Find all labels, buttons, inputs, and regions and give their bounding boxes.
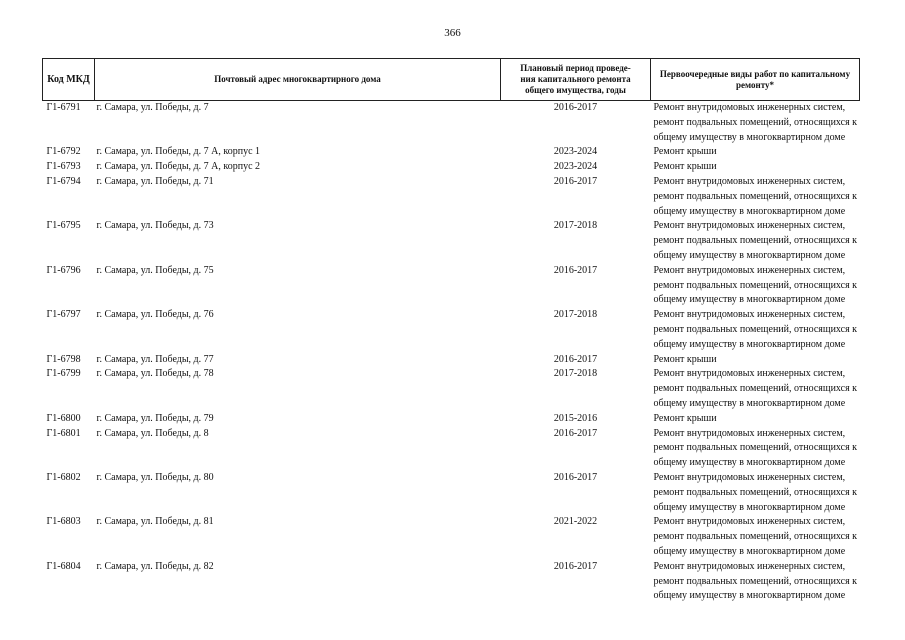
row-works-line: Ремонт внутридомовых инженерных систем, bbox=[653, 102, 846, 113]
row-works-line: ремонт подвальных помещений, относящихся к bbox=[653, 323, 858, 335]
row-address: г. Самара, ул. Победы, д. 78 bbox=[96, 368, 214, 380]
row-period: 2017-2018 bbox=[553, 309, 598, 321]
table-body bbox=[43, 101, 860, 605]
header-period-line: Плановый период проведе- bbox=[520, 63, 631, 73]
table-row bbox=[43, 264, 860, 308]
row-works bbox=[651, 101, 860, 146]
row-works-line: Ремонт внутридомовых инженерных систем, bbox=[653, 560, 846, 572]
row-works bbox=[651, 353, 860, 368]
row-period: 2021-2022 bbox=[553, 516, 598, 528]
row-works-line: Ремонт внутридомовых инженерных систем, bbox=[653, 175, 846, 187]
row-works-line: ремонт подвальных помещений, относящихся к bbox=[653, 575, 858, 587]
row-code: Г1-6796 bbox=[46, 264, 81, 276]
header-works bbox=[651, 59, 860, 101]
table-row bbox=[43, 308, 860, 352]
header-period-line: ния капитального ремонта bbox=[520, 74, 631, 84]
row-works-line: общему имуществу в многоквартирном доме bbox=[653, 338, 846, 350]
row-works-line: общему имуществу в многоквартирном доме bbox=[653, 590, 846, 602]
row-code: Г1-6799 bbox=[46, 368, 81, 380]
row-address: г. Самара, ул. Победы, д. 77 bbox=[96, 353, 214, 365]
row-works-line: Ремонт внутридомовых инженерных систем, bbox=[653, 516, 846, 528]
row-works bbox=[651, 427, 860, 471]
row-works bbox=[651, 412, 860, 427]
row-code: Г1-6804 bbox=[46, 560, 81, 572]
row-works-line: общему имуществу в многоквартирном доме bbox=[653, 131, 846, 143]
capital-repair-table bbox=[42, 58, 860, 604]
row-works bbox=[651, 219, 860, 263]
header-code: Код МКД bbox=[43, 59, 95, 101]
row-works-line: Ремонт крыши bbox=[653, 353, 717, 365]
row-address: г. Самара, ул. Победы, д. 8 bbox=[96, 427, 209, 439]
row-works-line: общему имуществу в многоквартирном доме bbox=[653, 545, 846, 557]
row-address: г. Самара, ул. Победы, д. 80 bbox=[96, 471, 214, 483]
row-works-line: ремонт подвальных помещений, относящихся к bbox=[653, 442, 858, 454]
table-header-row bbox=[43, 59, 860, 101]
row-period: 2016-2017 bbox=[553, 264, 598, 276]
row-works-line: ремонт подвальных помещений, относящихся к bbox=[653, 235, 858, 247]
row-period: 2016-2017 bbox=[553, 353, 598, 365]
row-works-line: Ремонт крыши bbox=[653, 161, 717, 173]
row-works-line: ремонт подвальных помещений, относящихся к bbox=[653, 531, 858, 543]
row-works-line: Ремонт внутридомовых инженерных систем, bbox=[653, 309, 846, 321]
page-number: 366 bbox=[444, 27, 461, 39]
table-row bbox=[43, 160, 860, 175]
row-works bbox=[651, 264, 860, 308]
row-works-line: общему имуществу в многоквартирном доме bbox=[653, 501, 846, 513]
row-period: 2016-2017 bbox=[553, 560, 598, 572]
table-row bbox=[43, 560, 860, 604]
row-address: г. Самара, ул. Победы, д. 73 bbox=[96, 220, 214, 232]
row-code: Г1-6798 bbox=[46, 353, 81, 365]
row-period: 2017-2018 bbox=[553, 220, 598, 232]
row-works-line: ремонт подвальных помещений, относящихся к bbox=[653, 486, 858, 498]
row-address: г. Самара, ул. Победы, д. 76 bbox=[96, 309, 214, 321]
row-code: Г1-6791 bbox=[46, 102, 81, 113]
row-address: г. Самара, ул. Победы, д. 7 А, корпус 1 bbox=[96, 146, 261, 158]
row-works-line: общему имуществу в многоквартирном доме bbox=[653, 249, 846, 261]
row-code: Г1-6800 bbox=[46, 412, 81, 424]
table-row bbox=[43, 515, 860, 559]
row-works bbox=[651, 515, 860, 559]
table-row bbox=[43, 367, 860, 411]
row-works bbox=[651, 145, 860, 160]
row-code: Г1-6801 bbox=[46, 427, 81, 439]
row-code: Г1-6792 bbox=[46, 146, 81, 158]
row-address: г. Самара, ул. Победы, д. 7 bbox=[96, 102, 209, 113]
row-address: г. Самара, ул. Победы, д. 79 bbox=[96, 412, 214, 424]
table-row bbox=[43, 427, 860, 471]
row-code: Г1-6793 bbox=[46, 161, 81, 173]
row-works-line: Ремонт внутридомовых инженерных систем, bbox=[653, 264, 846, 276]
row-works-line: Ремонт внутридомовых инженерных систем, bbox=[653, 368, 846, 380]
row-period: 2016-2017 bbox=[553, 427, 598, 439]
row-address: г. Самара, ул. Победы, д. 81 bbox=[96, 516, 214, 528]
row-code: Г1-6794 bbox=[46, 175, 81, 187]
row-address: г. Самара, ул. Победы, д. 82 bbox=[96, 560, 214, 572]
row-address: г. Самара, ул. Победы, д. 7 А, корпус 2 bbox=[96, 161, 261, 173]
row-works-line: Ремонт внутридомовых инженерных систем, bbox=[653, 220, 846, 232]
header-period-line: общего имущества, годы bbox=[525, 85, 626, 95]
header-period bbox=[501, 59, 651, 101]
row-works-line: общему имуществу в многоквартирном доме bbox=[653, 457, 846, 469]
row-address: г. Самара, ул. Победы, д. 71 bbox=[96, 175, 214, 187]
row-works bbox=[651, 175, 860, 219]
row-works-line: ремонт подвальных помещений, относящихся к bbox=[653, 383, 858, 395]
row-works bbox=[651, 160, 860, 175]
row-works-line: общему имуществу в многоквартирном доме bbox=[653, 294, 846, 306]
row-period: 2016-2017 bbox=[553, 175, 598, 187]
row-works-line: Ремонт крыши bbox=[653, 412, 717, 424]
table-row bbox=[43, 219, 860, 263]
header-address: Почтовый адрес многоквартирного дома bbox=[95, 59, 501, 101]
row-works-line: общему имуществу в многоквартирном доме bbox=[653, 397, 846, 409]
table-row bbox=[43, 101, 860, 146]
row-works-line: ремонт подвальных помещений, относящихся к bbox=[653, 116, 858, 128]
row-code: Г1-6797 bbox=[46, 309, 81, 321]
row-works-line: Ремонт крыши bbox=[653, 146, 717, 158]
header-works-line: ремонту* bbox=[736, 79, 774, 90]
row-code: Г1-6803 bbox=[46, 516, 81, 528]
row-period: 2023-2024 bbox=[553, 146, 598, 158]
row-code: Г1-6802 bbox=[46, 471, 81, 483]
row-works bbox=[651, 471, 860, 515]
table-row bbox=[43, 471, 860, 515]
row-period: 2023-2024 bbox=[553, 161, 598, 173]
row-period: 2015-2016 bbox=[553, 412, 598, 424]
row-works bbox=[651, 560, 860, 604]
row-period: 2017-2018 bbox=[553, 368, 598, 380]
table-row bbox=[43, 145, 860, 160]
row-works-line: ремонт подвальных помещений, относящихся к bbox=[653, 190, 858, 202]
row-period: 2016-2017 bbox=[553, 102, 598, 113]
table-row bbox=[43, 353, 860, 368]
row-period: 2016-2017 bbox=[553, 471, 598, 483]
table-row bbox=[43, 175, 860, 219]
row-works-line: Ремонт внутридомовых инженерных систем, bbox=[653, 427, 846, 439]
row-works-line: общему имуществу в многоквартирном доме bbox=[653, 205, 846, 217]
row-works-line: Ремонт внутридомовых инженерных систем, bbox=[653, 471, 846, 483]
row-address: г. Самара, ул. Победы, д. 75 bbox=[96, 264, 214, 276]
table-row bbox=[43, 412, 860, 427]
row-code: Г1-6795 bbox=[46, 220, 81, 232]
row-works bbox=[651, 367, 860, 411]
row-works-line: ремонт подвальных помещений, относящихся к bbox=[653, 279, 858, 291]
header-works-line: Первоочередные виды работ по капитальному bbox=[659, 68, 851, 79]
row-works bbox=[651, 308, 860, 352]
